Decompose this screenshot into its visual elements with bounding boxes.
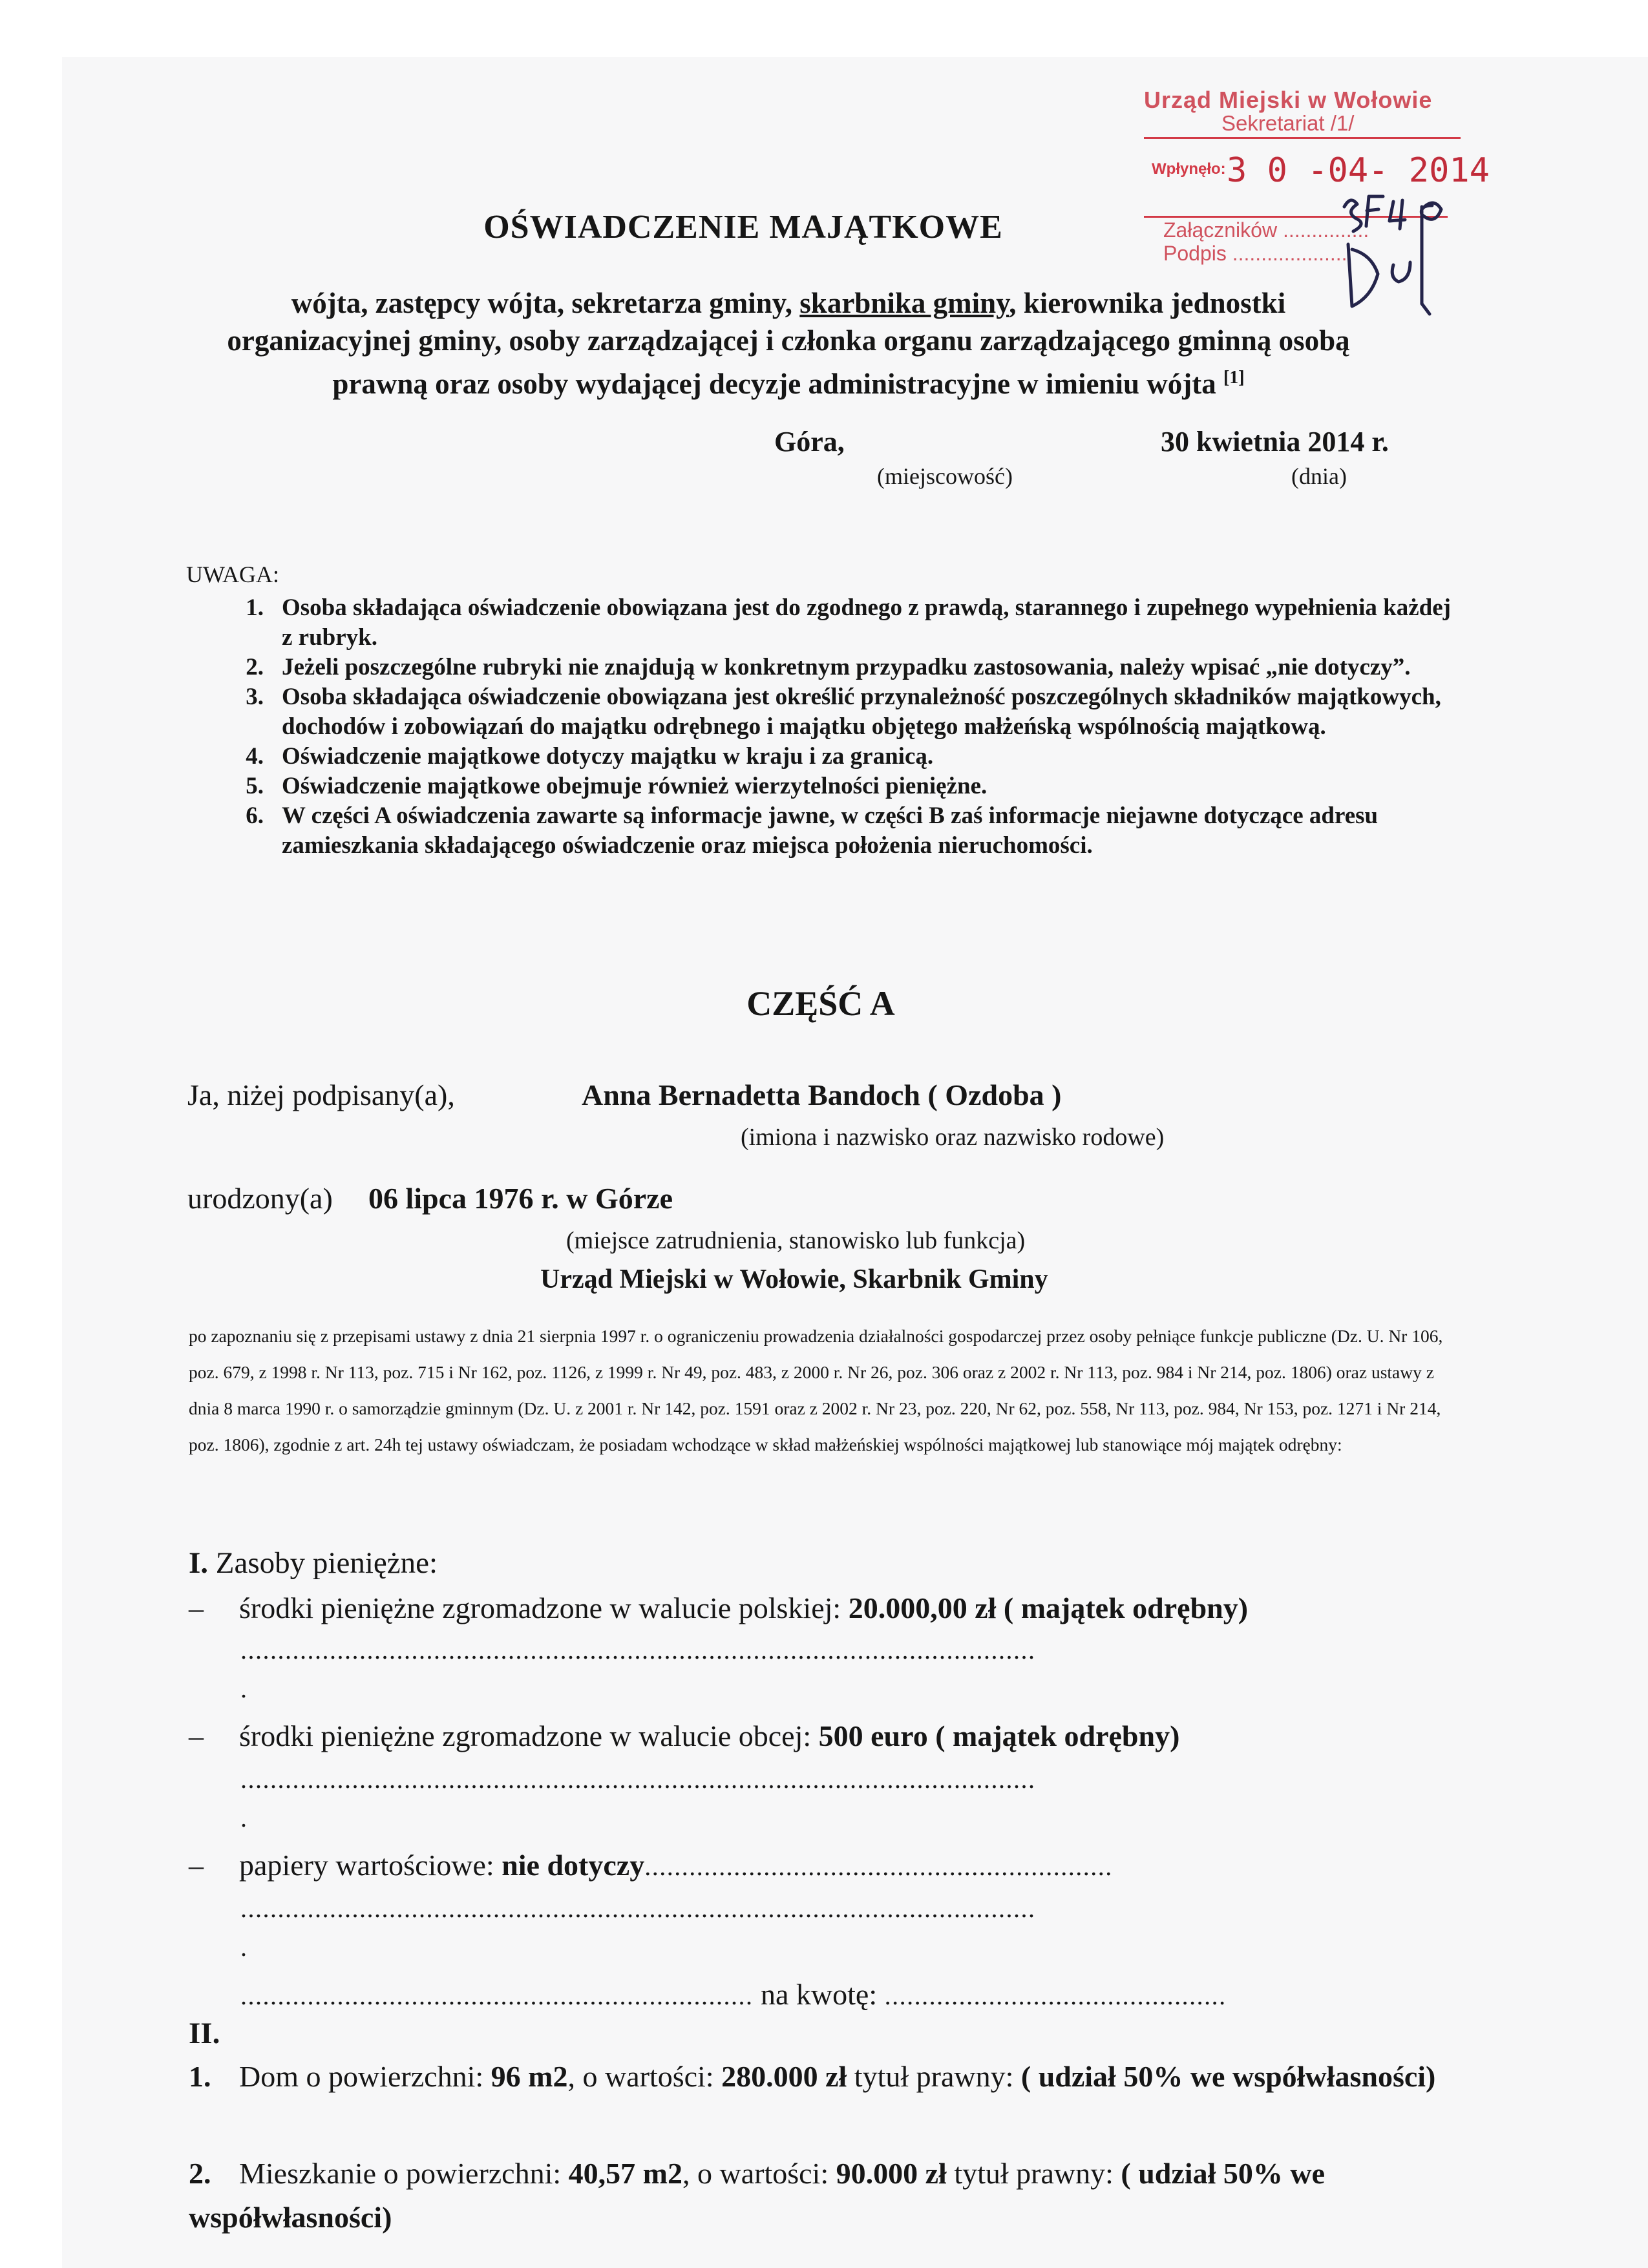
notice-item-number: 1.	[246, 594, 264, 621]
pln-funds-value: 20.000,00 zł ( majątek odrębny)	[848, 1591, 1249, 1624]
notice-item-text: Oświadczenie majątkowe obejmuje również wierzytelności pieniężne.	[282, 773, 988, 799]
subtitle-line-1: wójta, zastępcy wójta, sekretarza gminy, skarbnika gminy, kierownika jednostki	[291, 287, 1286, 319]
property-item	[189, 2055, 1468, 2099]
stamp-received-label: Wpłynęło:	[1152, 160, 1226, 178]
property-type-label: Mieszkanie o powierzchni:	[239, 2157, 562, 2190]
declarant-name: Anna Bernadetta Bandoch ( Ozdoba )	[582, 1078, 1062, 1111]
notice-item-text: Oświadczenie majątkowe dotyczy majątku w kraju i za granicą.	[282, 743, 934, 770]
place-caption: (miejscowość)	[877, 463, 1013, 489]
securities-value: nie dotyczy	[502, 1849, 645, 1882]
property-area: 96 m2	[491, 2060, 568, 2093]
notice-item	[186, 593, 1466, 653]
notice-item-text: W części A oświadczenia zawarte są informacje jawne, w części B zaś informacje niejawne dotyczące adresu zamieszkania składającego oświadczenie oraz miejsca położenia nieruchomości.	[282, 803, 1379, 859]
amount-dots-right: ..............................................	[884, 1981, 1227, 2010]
subtitle-line-3-text: prawną oraz osoby wydającej decyzje administracyjne w imieniu wójta	[332, 368, 1216, 400]
declarant-label: Ja, niżej podpisany(a),	[187, 1078, 455, 1111]
notice-item-text: Jeżeli poszczególne rubryki nie znajdują w konkretnym przypadku zastosowania, należy wpisać „nie dotyczy”.	[282, 654, 1411, 680]
notice-item	[186, 653, 1466, 682]
subtitle-underlined: skarbnika gminy	[799, 287, 1009, 319]
section-2-heading: II.	[189, 2017, 220, 2050]
notice-heading: UWAGA:	[186, 562, 279, 587]
employment-value: Urząd Miejski w Wołowie, Skarbnik Gminy	[540, 1265, 1048, 1294]
date-value: 30 kwietnia 2014 r.	[1161, 426, 1389, 457]
notice-item-number: 2.	[246, 654, 264, 680]
stamp-received-date: 3 0 -04- 2014	[1227, 151, 1490, 190]
property-type-label: Dom o powierzchni:	[239, 2060, 484, 2093]
stamp-attachments: Załączników ...............	[1163, 218, 1369, 242]
dotted-line: ...........................................................................................................	[240, 1894, 1036, 1923]
dash: –	[189, 1719, 204, 1752]
born-label: urodzony(a)	[187, 1182, 333, 1215]
notice-item	[186, 801, 1466, 861]
dash: –	[189, 1591, 204, 1624]
dotted-line: ...........................................................................................................	[240, 1635, 1036, 1664]
property-title: ( udział 50% we współwłasności)	[189, 2157, 1326, 2234]
stamp-office: Urząd Miejski w Wołowie	[1144, 87, 1433, 113]
amount-row	[240, 1977, 1227, 2011]
securities-label: papiery wartościowe:	[239, 1849, 494, 1882]
section-1-number: I.	[189, 1546, 209, 1580]
dotted-line-end: .	[240, 1674, 248, 1703]
notice-item-number: 4.	[246, 743, 264, 770]
property-item-number: 1.	[189, 2060, 211, 2093]
stamp-unit: Sekretariat /1/	[1221, 111, 1355, 135]
section-1-heading	[189, 1546, 438, 1580]
foreign-funds-label: środki pieniężne zgromadzone w walucie obcej:	[239, 1719, 812, 1752]
foreign-funds-row	[189, 1719, 1179, 1753]
property-value: 280.000 zł	[721, 2060, 847, 2093]
notice-item	[186, 682, 1466, 742]
dotted-line: ...........................................................................................................	[240, 1765, 1036, 1794]
employment-caption: (miejsce zatrudnienia, stanowisko lub funkcja)	[566, 1227, 1026, 1254]
property-item-number: 2.	[189, 2157, 211, 2190]
subtitle-line-2: organizacyjnej gminy, osoby zarządzającej i członka organu zarządzającego gminną osobą	[227, 324, 1350, 357]
pln-funds-row	[189, 1591, 1248, 1625]
notice-item-number: 6.	[246, 803, 264, 829]
dash: –	[189, 1849, 204, 1882]
notice-item	[186, 742, 1466, 772]
foreign-funds-value: 500 euro ( majątek odrębny)	[818, 1719, 1180, 1752]
part-a-heading: CZĘŚĆ A	[746, 984, 895, 1023]
notice-list	[186, 593, 1466, 861]
page-title: OŚWIADCZENIE MAJĄTKOWE	[483, 209, 1003, 246]
subtitle	[174, 284, 1402, 403]
property-area: 40,57 m2	[568, 2157, 682, 2190]
notice-item-number: 5.	[246, 773, 264, 799]
dotted-line-end: .	[240, 1803, 248, 1832]
property-title-label: tytuł prawny:	[954, 2157, 1114, 2190]
notice-item-text: Osoba składająca oświadczenie obowiązana jest do zgodnego z prawdą, starannego i zupełnego wypełnienia każdej z rubryk.	[282, 594, 1451, 651]
notice-item	[186, 772, 1466, 801]
stamp-signature: Podpis ....................	[1163, 242, 1347, 265]
amount-label: na kwotę:	[761, 1978, 878, 2011]
date-caption: (dnia)	[1291, 463, 1347, 489]
amount-dots-left: .....................................................................	[240, 1981, 754, 2010]
subtitle-line-3	[174, 359, 1402, 403]
born-value: 06 lipca 1976 r. w Górze	[368, 1182, 673, 1215]
property-value: 90.000 zł	[836, 2157, 947, 2190]
notice-item-number: 3.	[246, 684, 264, 710]
property-title-label: tytuł prawny:	[854, 2060, 1014, 2093]
place-value: Góra,	[774, 426, 845, 457]
pln-funds-label: środki pieniężne zgromadzone w walucie polskiej:	[239, 1591, 841, 1624]
footnote-mark: [1]	[1223, 368, 1245, 388]
securities-row	[189, 1848, 1113, 1882]
declarant-caption: (imiona i nazwisko oraz nazwisko rodowe)	[741, 1124, 1165, 1151]
legal-text: po zapoznaniu się z przepisami ustawy z dnia 21 sierpnia 1997 r. o ograniczeniu prowadzenia działalności gospodarczej przez osoby pełniące funkcje publiczne (Dz. U. Nr 106, poz. 679, z 1998 r. Nr 113, poz. 715 i Nr 162, poz. 1126, z 1999 r. Nr 49, poz. 483, z 2000 r. Nr 26, poz. 306 oraz z 2002 r. Nr 113, poz. 984 i Nr 214, poz. 1806) oraz ustawy z dnia 8 marca 1990 r. o samorządzie gminnym (Dz. U. z 2001 r. Nr 142, poz. 1591 oraz z 2002 r. Nr 23, poz. 220, Nr 62, poz. 558, Nr 113, poz. 984, Nr 153, poz. 1271 i Nr 214, poz. 1806), zgodnie z art. 24h tej ustawy oświadczam, że posiadam wchodzące w skład małżeńskiej wspólności majątkowej lub stanowiące mój majątek odrębny:	[189, 1326, 1443, 1454]
dotted-line-end: .	[240, 1933, 248, 1962]
notice-item-text: Osoba składająca oświadczenie obowiązana jest określić przynależność poszczególnych składników majątkowych, dochodów i zobowiązań do majątku odrębnego i majątku objętego małżeńską wspólnością majątkową.	[282, 684, 1441, 740]
stamp-divider	[1144, 137, 1461, 139]
section-1-title: Zasoby pieniężne:	[215, 1546, 438, 1580]
securities-dots: ...............................................................	[644, 1852, 1113, 1881]
property-value-label: , o wartości:	[567, 2060, 714, 2093]
property-title: ( udział 50% we współwłasności)	[1020, 2060, 1436, 2093]
property-item	[189, 2152, 1468, 2240]
property-value-label: , o wartości:	[682, 2157, 829, 2190]
